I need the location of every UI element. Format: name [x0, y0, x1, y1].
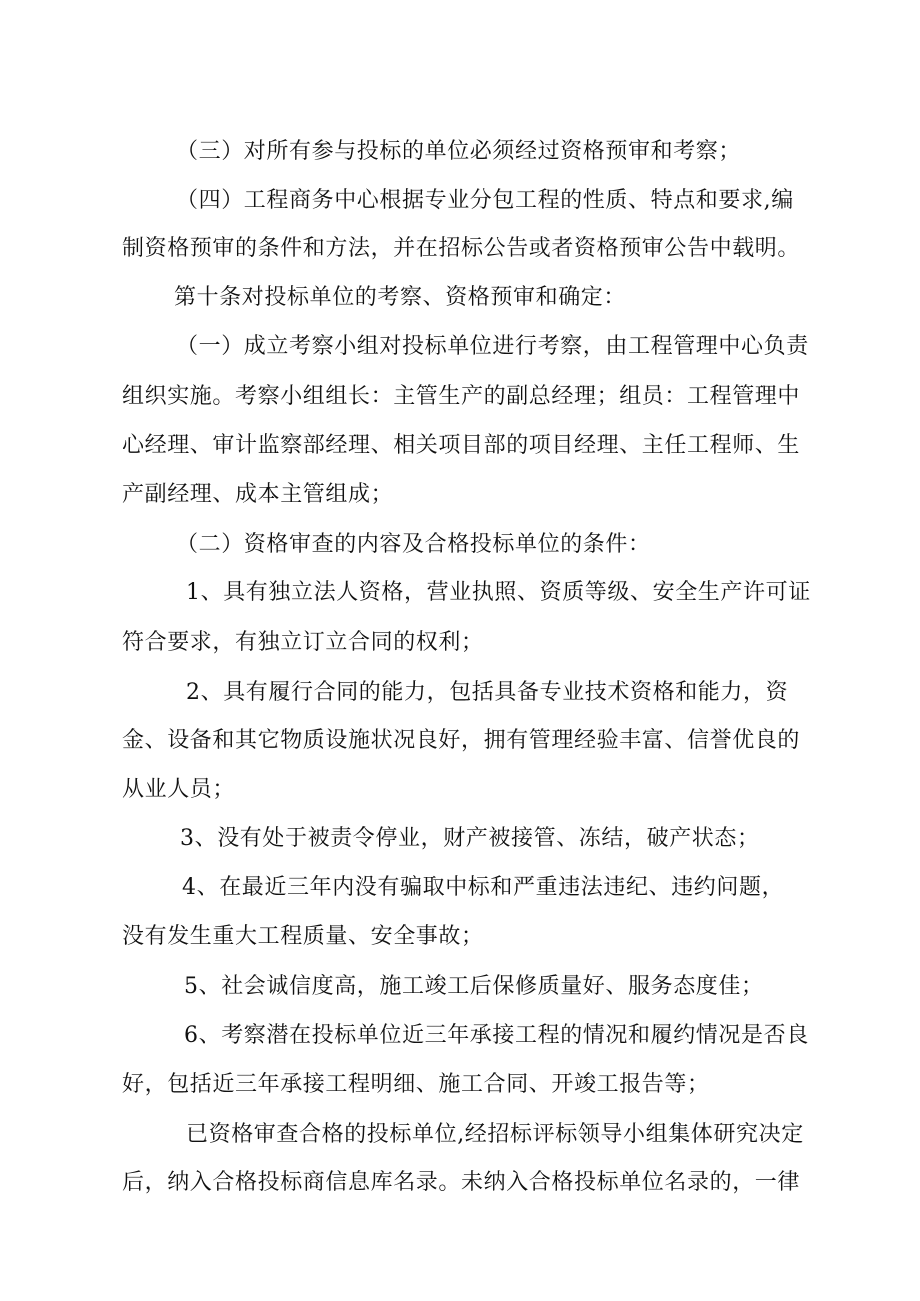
text-line: 组织实施。考察小组组长：主管生产的副总经理；组员：工程管理中	[122, 384, 801, 409]
text-line: 1、具有独立法人资格，营业执照、资质等级、安全生产许可证	[186, 580, 811, 605]
text-line: 没有发生重大工程质量、安全事故；	[122, 924, 484, 949]
text-line: 心经理、审计监察部经理、相关项目部的项目经理、主任工程师、生	[122, 433, 801, 458]
text-line: 4、在最近三年内没有骗取中标和严重违法违纪、违约问题，	[182, 875, 785, 900]
text-line: 从业人员；	[122, 777, 236, 802]
text-line: 3、没有处于被责令停业，财产被接管、冻结，破产状态；	[180, 826, 760, 851]
text-line: 第十条对投标单位的考察、资格预审和确定：	[174, 285, 627, 310]
text-line: 5、社会诚信度高，施工竣工后保修质量好、服务态度佳；	[184, 974, 764, 999]
text-line: （四）工程商务中心根据专业分包工程的性质、特点和要求,编	[176, 188, 794, 213]
text-line: 产副经理、成本主管组成；	[122, 482, 394, 507]
text-line: 制资格预审的条件和方法，并在招标公告或者资格预审公告中载明。	[122, 236, 801, 261]
text-line: 6、考察潜在投标单位近三年承接工程的情况和履约情况是否良	[184, 1023, 809, 1048]
text-line: （一）成立考察小组对投标单位进行考察，由工程管理中心负责	[176, 334, 809, 359]
text-line: （三）对所有参与投标的单位必须经过资格预审和考察；	[176, 139, 742, 164]
text-line: 好，包括近三年承接工程明细、施工合同、开竣工报告等；	[122, 1072, 710, 1097]
text-line: （二）资格审查的内容及合格投标单位的条件：	[176, 532, 651, 557]
text-line: 后，纳入合格投标商信息库名录。未纳入合格投标单位名录的，一律	[122, 1170, 801, 1195]
text-line: 符合要求，有独立订立合同的权利；	[122, 630, 484, 655]
text-line: 2、具有履行合同的能力，包括具备专业技术资格和能力，资	[186, 680, 789, 705]
text-line: 金、设备和其它物质设施状况良好，拥有管理经验丰富、信誉优良的	[122, 728, 801, 753]
text-line: 已资格审查合格的投标单位,经招标评标领导小组集体研究决定	[186, 1122, 804, 1147]
